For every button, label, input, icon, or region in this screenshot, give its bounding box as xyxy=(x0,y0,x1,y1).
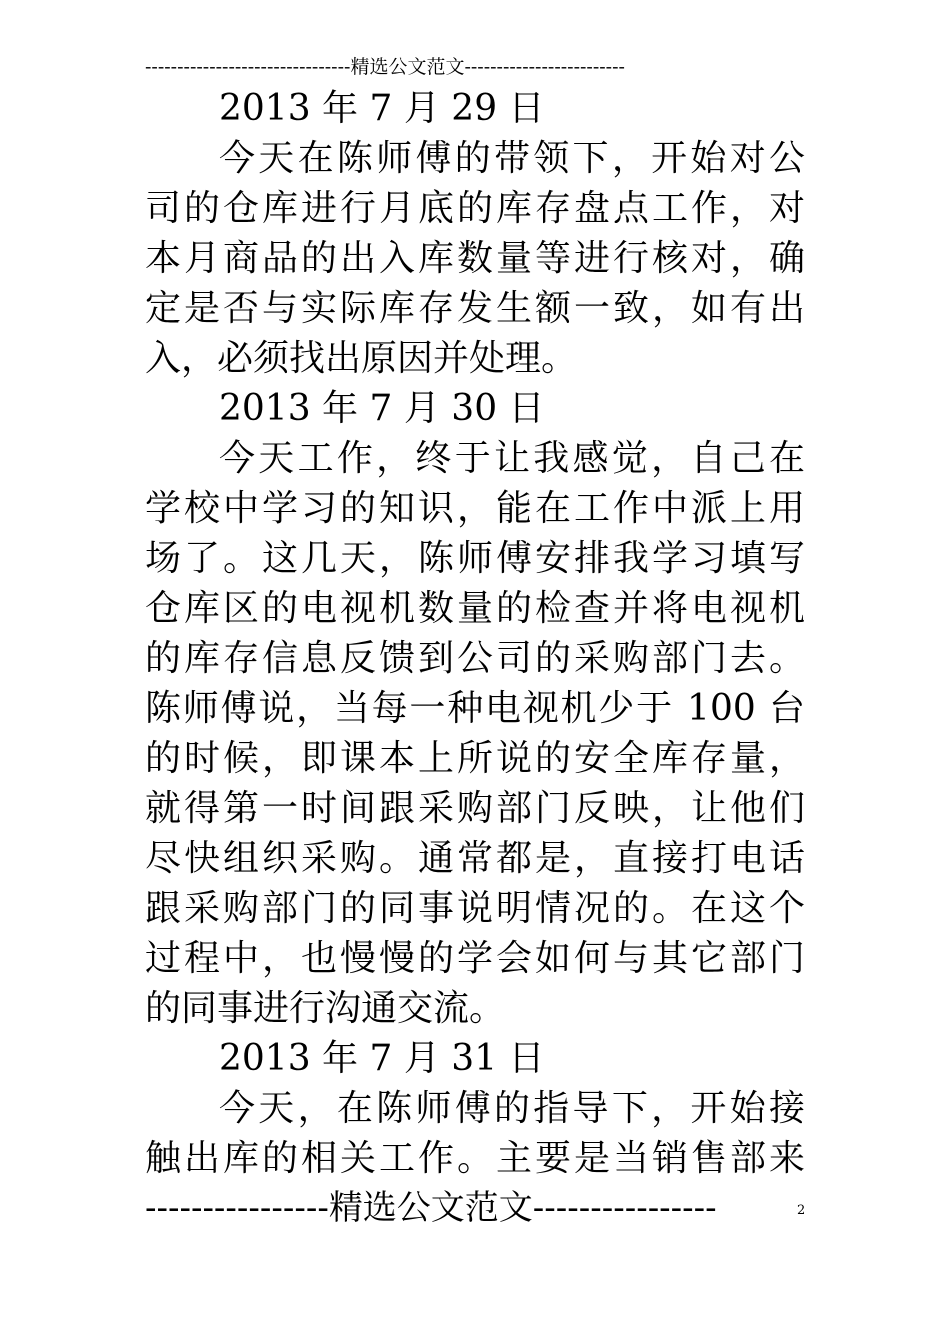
paragraph-line: 入，必须找出原因并处理。 xyxy=(145,338,578,379)
paragraph-line: 仓库区的电视机数量的检查并将电视机 xyxy=(145,588,805,629)
paragraph-line: 尽快组织采购。通常都是，直接打电话 xyxy=(145,838,805,879)
paragraph-line: 场了。这几天，陈师傅安排我学习填写 xyxy=(145,538,805,579)
page-number: 2 xyxy=(797,1203,806,1218)
entry-date: 2013 年 7 月 30 日 xyxy=(219,388,545,429)
paragraph-line: 今天在陈师傅的带领下，开始对公 xyxy=(219,138,805,179)
paragraph-line: 今天工作，终于让我感觉，自己在 xyxy=(219,438,805,479)
page-footer: ----------------精选公文范文---------------- xyxy=(145,1188,717,1228)
paragraph-line: 就得第一时间跟采购部门反映，让他们 xyxy=(145,788,805,829)
paragraph-line: 今天，在陈师傅的指导下，开始接 xyxy=(219,1088,805,1129)
paragraph-line: 跟采购部门的同事说明情况的。在这个 xyxy=(145,888,805,929)
paragraph-line: 定是否与实际库存发生额一致，如有出 xyxy=(145,288,805,329)
document-body xyxy=(145,84,805,1184)
paragraph-line: 的时候，即课本上所说的安全库存量， xyxy=(145,738,805,779)
paragraph-line: 的库存信息反馈到公司的采购部门去。 xyxy=(145,638,805,679)
entry-date: 2013 年 7 月 29 日 xyxy=(219,88,545,129)
page-header: --------------------------------精选公文范文------------------------- xyxy=(145,56,625,78)
paragraph-line: 的同事进行沟通交流。 xyxy=(145,988,506,1029)
paragraph-line: 司的仓库进行月底的库存盘点工作，对 xyxy=(145,188,805,229)
entry-date: 2013 年 7 月 31 日 xyxy=(219,1038,545,1079)
paragraph-line: 学校中学习的知识，能在工作中派上用 xyxy=(145,488,805,529)
paragraph-line: 过程中，也慢慢的学会如何与其它部门 xyxy=(145,938,805,979)
paragraph-line: 陈师傅说，当每一种电视机少于 100 台 xyxy=(145,688,805,729)
paragraph-line: 本月商品的出入库数量等进行核对，确 xyxy=(145,238,805,279)
paragraph-line: 触出库的相关工作。主要是当销售部来 xyxy=(145,1138,805,1179)
